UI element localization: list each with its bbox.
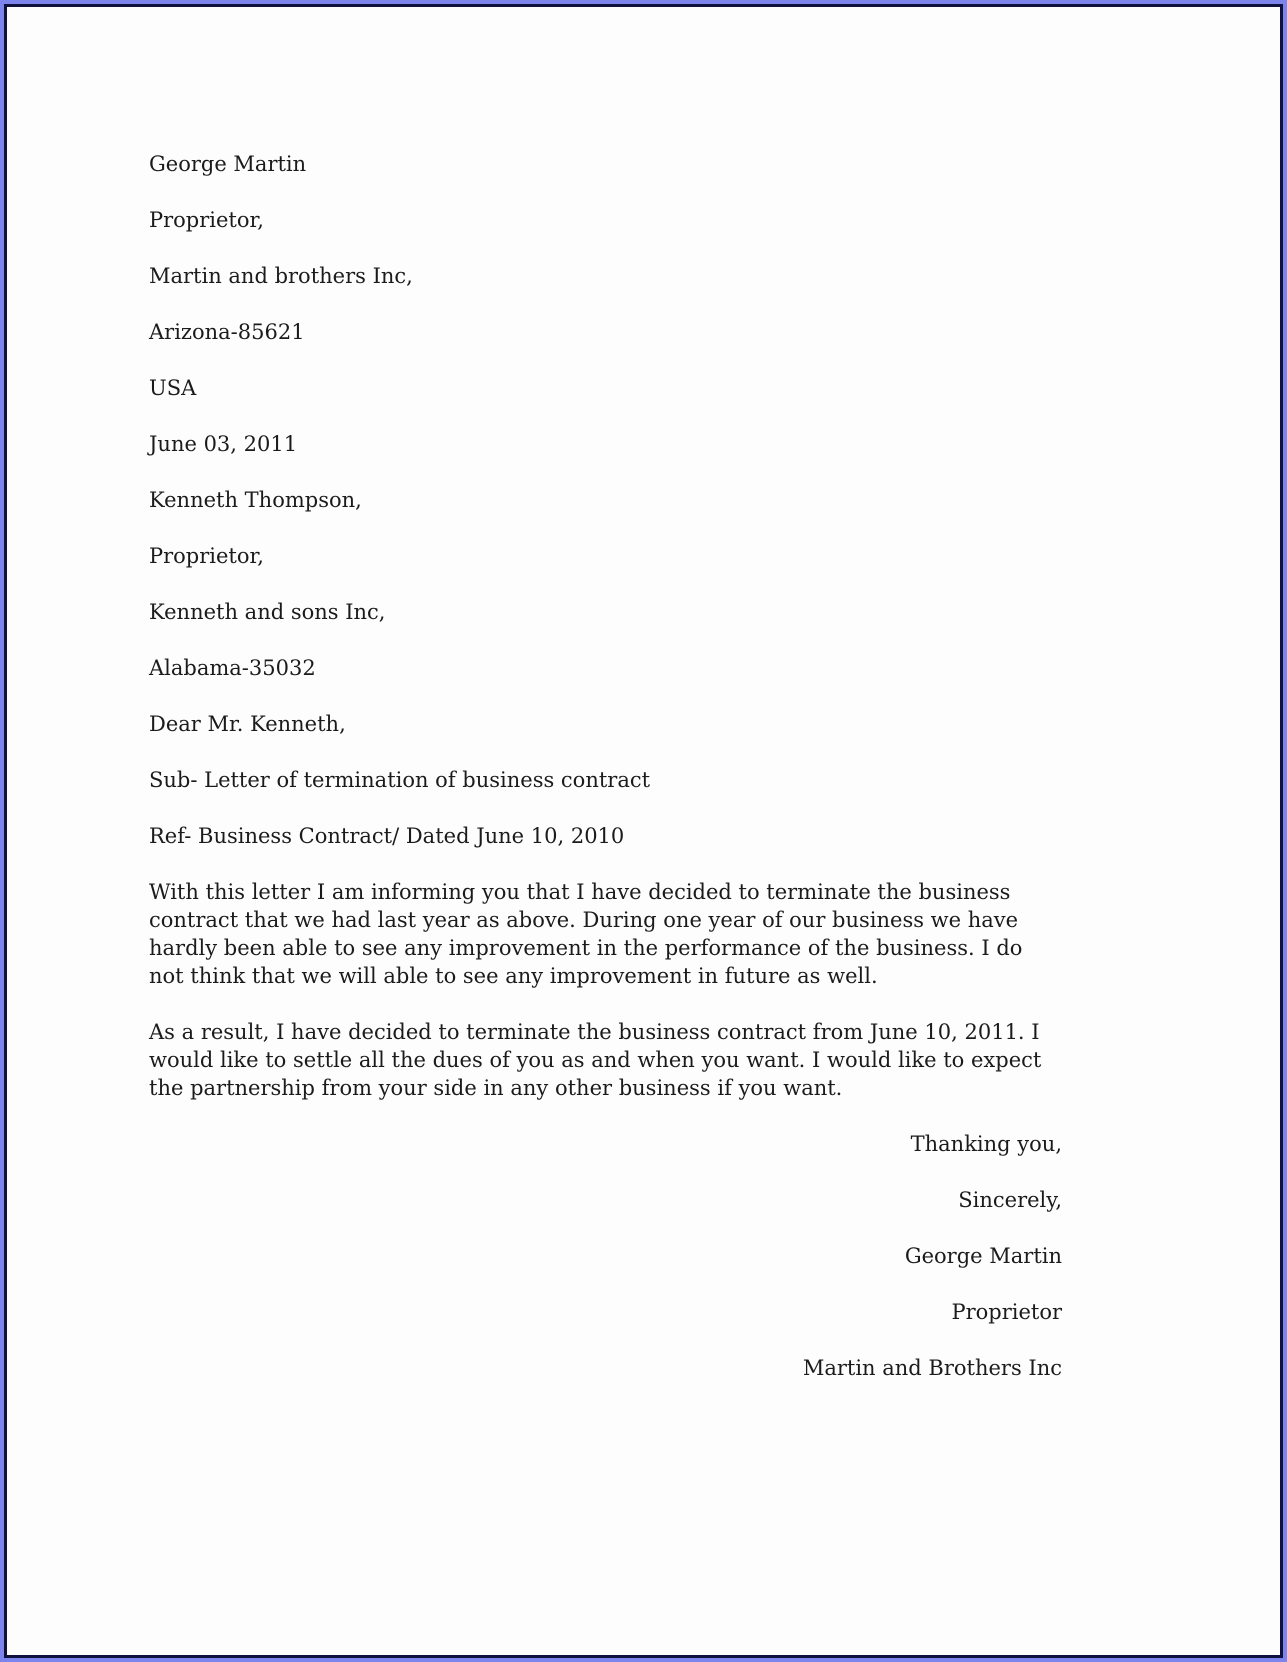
letter-inner-frame bbox=[4, 4, 1283, 1658]
sender-line-address: Arizona-85621 bbox=[149, 320, 305, 344]
body-paragraph-2: As a result, I have decided to terminate the business contract from June 10, 2011. I would like to settle all the dues of you as and when you want. I would like to expect the partnership from your side in any other business if you want. bbox=[149, 1020, 1042, 1100]
salutation: Dear Mr. Kenneth, bbox=[149, 712, 346, 736]
sender-line-company: Martin and brothers Inc, bbox=[149, 264, 413, 288]
sender-line-title: Proprietor, bbox=[149, 208, 264, 232]
closing-company: Martin and Brothers Inc bbox=[802, 1356, 1062, 1380]
closing-thanks: Thanking you, bbox=[910, 1132, 1062, 1156]
sender-line-country: USA bbox=[149, 376, 197, 400]
body-paragraph-1: With this letter I am informing you that I have decided to terminate the business contract that we had last year as above. During one year of our business we have hardly been able to see any improvement in the performance of the business. I do not think that we will able to see any improvement in future as well. bbox=[149, 880, 1023, 988]
reference-line: Ref- Business Contract/ Dated June 10, 2010 bbox=[149, 824, 625, 848]
closing-name: George Martin bbox=[904, 1244, 1062, 1268]
recipient-line-address: Alabama-35032 bbox=[149, 656, 316, 680]
closing-sincerely: Sincerely, bbox=[958, 1188, 1062, 1212]
date-line: June 03, 2011 bbox=[149, 432, 298, 456]
subject-line: Sub- Letter of termination of business contract bbox=[149, 768, 651, 792]
closing-title: Proprietor bbox=[951, 1300, 1062, 1324]
sender-line-name: George Martin bbox=[149, 152, 307, 176]
recipient-line-title: Proprietor, bbox=[149, 544, 264, 568]
letter-document bbox=[7, 7, 1280, 1655]
recipient-line-company: Kenneth and sons Inc, bbox=[149, 600, 386, 624]
recipient-line-name: Kenneth Thompson, bbox=[149, 488, 362, 512]
